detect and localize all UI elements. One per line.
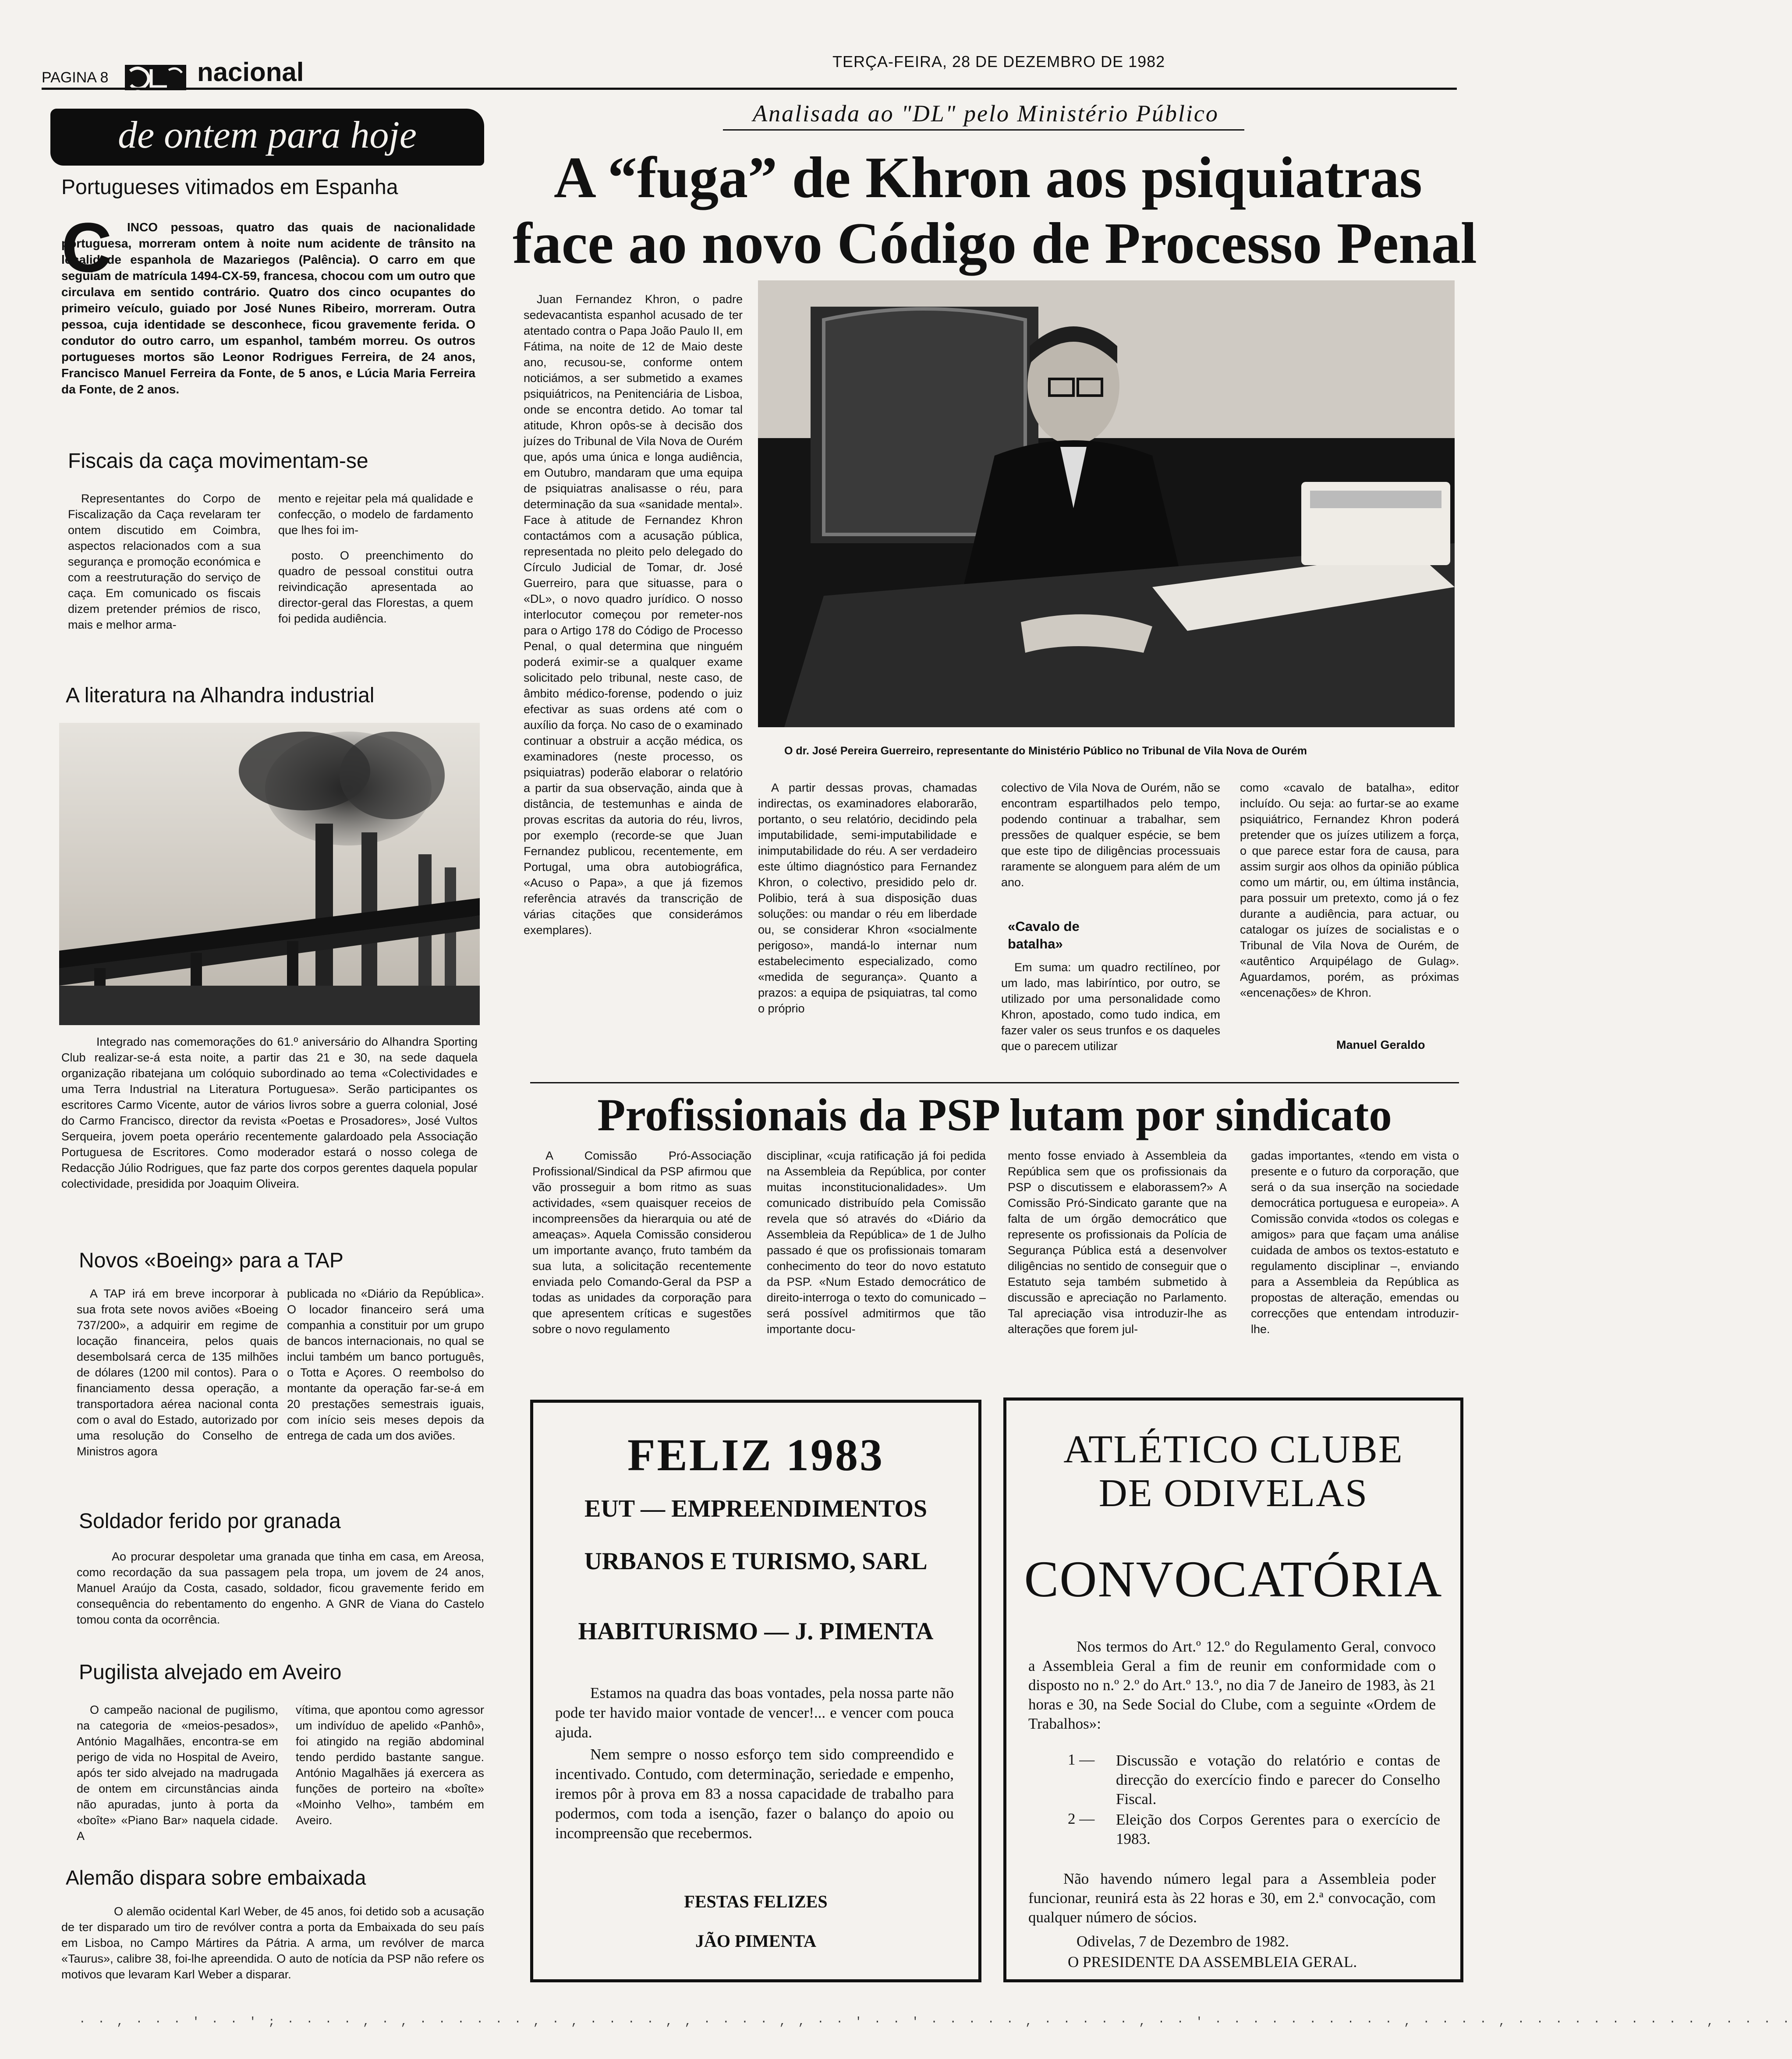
ad-item-number: 2 — (1068, 1810, 1095, 1827)
ad-signoff: FESTAS FELIZES (684, 1892, 828, 1911)
lead-body-col1: Juan Fernandez Khron, o padre sedevacantista espanhol acusado de ter atentado contra o Papa João Paulo II, em Fátima, na noite de 12 de Maio deste ano, recusou-se, conforme ontem noticiámos, a ser submetido a exames psiquiátricos, na Penitenciária de Lisboa, onde se encontra detido. Ao tomar tal atitude, Khron opôs-se à decisão dos juízes do Tribunal de Vila Nova de Ourém que, após uma única e longa audiência, em Outubro, mandaram que uma equipa de psiquiatras analisasse o réu, para determinação da sua «sanidade mental». Face à atitude de Fernandez Khron contactámos com a acusação pública, representada no pleito pelo delegado do Círculo Judicial de Tomar, dr. José Guerreiro, para que situasse, para o «DL», o novo quadro jurídico. O nosso interlocutor começou por remeter-nos para o Artigo 178 do Código de Processo Penal, o qual determina que ninguém poderá eximir-se a qualquer exame solicitado pelo tribunal, neste caso, de âmbito médico-forense, podendo o juiz efectivar as suas ordens até com o auxílio da força. No caso de o examinado continuar a obstruir a acção médica, os examinadores (neste processo, os psiquiatras) poderão elaborar o relatório a partir da sua observação, ainda que à distância, de testemunhas e ainda de provas escritas da autoria do réu, livros, por exemplo (recorde-se que Juan Fernandez publicou, recentemente, em Portugal, uma obra autobiográfica, «Acuso o Papa», a que já fizemos referência através da transcrição de várias citações que considerámos exemplares). (524, 293, 743, 937)
ad-company-line: HABITURISMO — J. PIMENTA (578, 1618, 934, 1645)
ad-feliz-1983 (530, 1400, 981, 1982)
story-body-col2a: mento e rejeitar pela má qualidade e confecção, o modelo de fardamento que lhes foi im- (278, 492, 473, 537)
ad-body: Estamos na quadra das boas vontades, pela nossa parte não pode ter havido maior vontade de vencer!... e vencer com pouca ajuda. (555, 1684, 954, 1741)
issue-date: TERÇA-FEIRA, 28 DE DEZEMBRO DE 1982 (832, 53, 1165, 71)
ad-company-line: EUT — EMPREENDIMENTOS (584, 1495, 928, 1522)
ad-heading: CONVOCATÓRIA (1024, 1550, 1443, 1608)
psp-body-col2: disciplinar, «cuja ratificação já foi pedida na Assembleia da República, por conter muitas inconstitucionalidades». Um comunicado distribuído pela Comissão revela que só através do «Diário da Assembleia da República» de 1 de Julho passado é que os profissionais tomaram conhecimento do teor do novo estatuto da PSP. «Num Estado democrático de direito-interroga o texto do comunicado – será possível admitirmos que tão importante docu- (767, 1149, 986, 1336)
ad-place-date: Odivelas, 7 de Dezembro de 1982. (1077, 1933, 1289, 1950)
bottom-dotted-border: · · , · · · ' · · ' ; · · · · , · , · · · · · · , · , · · · · , , · · · · , , · · ' · · ' · · · · · , · · · · · , · · ' · · · · · · · · · · , · · · · , · · · · · · · · · · , · · · · (79, 2015, 1792, 2028)
lead-headline-line2: face ao novo Código de Processo Penal (513, 211, 1477, 276)
psp-body-col4: gadas importantes, «tendo em vista o presente e o futuro da corporação, que será o da sua inserção na sociedade democrática portuguesa e europeia». A Comissão convida «todos os colegas e amigos» para que façam uma análise cuidada de ambos os textos-estatuto e regulamento disciplinar –, enviando para a Assembleia da República as propostas de alteração, emendas ou correcções que entendam introduzir-lhe. (1251, 1149, 1459, 1336)
ad-company-line: URBANOS E TURISMO, SARL (584, 1548, 928, 1575)
ad-note: Não havendo número legal para a Assembleia poder funcionar, reunirá esta às 22 horas e 30, em 2.ª convocação, com qualquer número de sócios. (1028, 1870, 1436, 1926)
story-body-col2b: posto. O preenchimento do quadro de pessoal constitui outra reivindicação apresentada ao director-geral das Florestas, a quem foi pedida audiência. (278, 549, 473, 625)
story-title: Alemão dispara sobre embaixada (66, 1866, 366, 1889)
section-rule (530, 1082, 1459, 1083)
drop-cap: C (61, 208, 112, 287)
story-body-col1: Representantes do Corpo de Fiscalização da Caça revelaram ter ontem discutido em Coimbra, aspectos relacionados com a sua segurança e promoção económica e com a reestruturação do serviço de caça. Em comunicado os fiscais dizem pretender prémios de risco, mais e melhor arma- (68, 492, 261, 631)
story-body-col2: publicada no «Diário da República». O locador financeiro será uma companhia a constituir por um grupo de bancos internacionais, no qual se inclui também um banco português, o Totta e Açores. O reembolso do montante da operação far-se-á em 20 prestações semestrais iguais, com início seis meses depois da entrega de cada um dos aviões. (287, 1287, 484, 1442)
byline: Manuel Geraldo (1336, 1038, 1425, 1051)
lead-body-col3b: Em suma: um quadro rectilíneo, por um lado, mas labiríntico, por outro, se utilizado por uma personalidade como Khron, apostado, como tudo indica, em fazer valer os seus trunfos e os daqueles que o parecem utilizar (1001, 961, 1220, 1053)
story-title: Novos «Boeing» para a TAP (79, 1249, 344, 1272)
ad-item-number: 1 — (1068, 1751, 1095, 1768)
lead-subhead: «Cavalo de batalha» (1008, 919, 1080, 952)
column-banner (50, 109, 484, 166)
ad-body: Nos termos do Art.º 12.º do Regulamento Geral, convoco a Assembleia Geral a fim de reunir em conformidade com o disposto no n.º 2.º do Art.º 13.º, no dia 7 de Janeiro de 1983, às 21 horas e 30, na Sede Social do Clube, com a seguinte «Ordem de Trabalhos»: (1028, 1638, 1436, 1732)
column-banner-title: de ontem para hoje (118, 114, 417, 156)
story-body: O alemão ocidental Karl Weber, de 45 anos, foi detido sob a acusação de ter disparado um tiro de revólver contra a porta da Embaixada do seu país em Lisboa, no Campo Mártires da Pátria. A arma, um revólver de marca «Taurus», calibre 38, foi-lhe apreendida. O auto de notícia da PSP não refere os motivos que levaram Karl Weber a disparar. (61, 1905, 484, 1981)
section-name: nacional (197, 57, 304, 87)
ad-club-name: ATLÉTICO CLUBE (1063, 1428, 1403, 1471)
kicker-rule (723, 129, 1244, 131)
factory-photo (59, 723, 480, 1025)
psp-body-col3: mento fosse enviado à Assembleia da República sem que os profissionais da PSP o discutissem e elaborassem?» A Comissão Pró-Sindicato garante que na falta de um órgão democrático que represente os profissionais da Polícia de Segurança Pública está a desenvolver diligências no sentido de conseguir que o Estatuto seja também submetido à discussão e apreciação no Parlamento. Tal apreciação visa introduzir-lhe as alterações que forem jul- (1008, 1149, 1227, 1336)
story-title: Pugilista alvejado em Aveiro (79, 1661, 342, 1684)
ad-signoff: JÃO PIMENTA (695, 1931, 816, 1951)
lead-photo (758, 280, 1455, 727)
ad-item: Discussão e votação do relatório e contas de direcção do exercício findo e parecer do Conselho Fiscal. (1116, 1752, 1440, 1808)
ad-club-name: DE ODIVELAS (1098, 1472, 1368, 1515)
story-body-col1: A TAP irá em breve incorporar à sua frota sete novos aviões «Boeing 737/200», a adquirir em regime de locação financeira, pelos quais desembolsará cerca de 135 milhões de dólares (1200 mil contos). Para o financiamento dessa operação, a transportadora aérea nacional conta com o aval do Estado, autorizado por uma resolução do Conselho de Ministros agora (77, 1287, 278, 1458)
psp-headline: Profissionais da PSP lutam por sindicato (597, 1089, 1392, 1140)
story-body: Integrado nas comemorações do 61.º aniversário do Alhandra Sporting Club realizar-se-á esta noite, a partir das 21 e 30, na sede daquela organização ribatejana um colóquio subordinado ao tema «Colectividades e uma Terra Industrial na Literatura Portuguesa». Serão participantes os escritores Carmo Vicente, autor de vários livros sobre a guerra colonial, José do Carmo Francisco, director da revista «Poetas e Prosadores», José Vultos Serqueira, jovem poeta operário recentemente galardoado pela Associação Portuguesa de Escritores. Como moderador estará o nosso colega de Redacção Júlio Rodrigues, que faz parte dos corpos gerentes daquela popular colectividade, presidida por Joaquim Oliveira. (61, 1035, 478, 1190)
story-title: A literatura na Alhandra industrial (66, 684, 375, 707)
story-body-col1: O campeão nacional de pugilismo, na categoria de «meios-pesados», António Magalhães, encontra-se em perigo de vida no Hospital de Aveiro, após ter sido alvejado na madrugada de ontem em circunstâncias ainda não apuradas, junto à porta da «boîte» «Piano Bar» naquela cidade. A (77, 1703, 278, 1843)
story-title: Soldador ferido por granada (79, 1510, 341, 1533)
story-title: Fiscais da caça movimentam-se (68, 449, 368, 473)
page-number: PAGINA 8 (42, 69, 109, 86)
ad-title: FELIZ 1983 (627, 1430, 885, 1480)
ad-signature: O PRESIDENTE DA ASSEMBLEIA GERAL. (1068, 1953, 1357, 1971)
story-body: Ao procurar despoletar uma granada que tinha em casa, em Areosa, como recordação da sua passagem pela tropa, um jovem de 24 anos, Manuel Araújo da Costa, casado, soldador, ficou gravemente ferido em consequência do rebentamento do engenho. A GNR de Viana do Castelo tomou conta da ocorrência. (77, 1550, 484, 1626)
photo-caption: O dr. José Pereira Guerreiro, representante do Ministério Público no Tribunal de Vila Nova de Ourém (784, 745, 1307, 757)
lead-kicker: Analisada ao "DL" pelo Ministério Público (753, 100, 1219, 127)
psp-body-col1: A Comissão Pró-Associação Profissional/Sindical da PSP afirmou que vão prosseguir a bom ritmo as suas actividades, «sem quaisquer receios de incompreensões da hierarquia ou até de ameaças». Aquela Comissão considerou um importante avanço, fruto também da sua luta, a solicitação recentemente enviada pelo Comando-Geral da PSP a todas as unidades da corporação para que apresentem críticas e sugestões sobre o novo regulamento (532, 1149, 751, 1336)
lead-body-col4: como «cavalo de batalha», editor incluído. Ou seja: ao furtar-se ao exame psiquiátrico, Fernandez Khron poderá pretender que os juízes utilizem a força, o que parece estar fora de causa, para assim surgir aos olhos da opinião pública como um mártir, ou, em última instância, para possuir um pretexto, como já o fez durante a audiência, para actuar, ou catalogar os juízes de socialistas e o Tribunal de Vila Nova de Ourém, de «autêntico Arquipélago de Gulag». Aguardamos, porém, as próximas «encenações» de Khron. (1240, 781, 1459, 999)
lead-headline-line1: A “fuga” de Khron aos psiquiatras (554, 145, 1422, 210)
story-title: Portugueses vitimados em Espanha (61, 176, 398, 199)
lead-body-col2: A partir dessas provas, chamadas indirectas, os examinadores elaborarão, portanto, o seu relatório, decidindo pela imputabilidade, semi-imputabilidade e inimputabilidade do réu. A ser verdadeiro este último diagnóstico para Fernandez Khron, o colectivo, presidido pelo dr. Polibio, terá à sua disposição duas soluções: ou mandar o réu em liberdade ou, se considerar Khron «socialmente perigoso», mandá-lo internar num estabelecimento especializado, como «medida de segurança». Quanto a prazos: a equipa de psiquiatras, tal como o próprio (758, 781, 977, 1015)
lead-body-col3a: colectivo de Vila Nova de Ourém, não se encontram espartilhados pelo tempo, podendo continuar a trabalhar, sem pressões de qualquer espécie, se bem que este tipo de diligências processuais raramente se alonguem para além de um ano. (1001, 781, 1220, 889)
ad-body: Nem sempre o nosso esforço tem sido compreendido e incentivado. Contudo, com determinação, seriedade e empenho, iremos pôr à prova em 83 a nossa capacidade de trabalho para podermos, com toda a isenção, fazer o balanço do apoio ou incompreensão que recebermos. (555, 1746, 954, 1842)
story-body-col2: vítima, que apontou como agressor um indivíduo de apelido «Panhô», foi atingido na região abdominal tendo perdido bastante sangue. António Magalhães já exercera as funções de porteiro na «boîte» «Moinho Velho», também em Aveiro. (296, 1703, 484, 1827)
ad-item: Eleição dos Corpos Gerentes para o exercício de 1983. (1116, 1811, 1440, 1847)
story-body: INCO pessoas, quatro das quais de nacionalidade portuguesa, morreram ontem à noite num acidente de trânsito na localidade espanhola de Mazariegos (Palência). O carro em que seguiam de matrícula 1494-CX-59, francesa, chocou com um outro que circulava em sentido contrário. Quatro dos cinco ocupantes do primeiro veículo, guiado por José Nunes Ribeiro, morreram. Outra pessoa, cuja identidade se desconhece, ficou gravemente ferida. O condutor do outro carro, um espanhol, também morreu. Os outros portugueses mortos são Leonor Rodrigues Ferreira, de 24 anos, Francisco Manuel Ferreira da Fonte, de 5 anos, e Lúcia Maria Ferreira da Fonte, de 2 anos. (61, 220, 475, 396)
masthead-rule (42, 88, 1457, 90)
ad-convocatoria (1003, 1397, 1463, 1982)
